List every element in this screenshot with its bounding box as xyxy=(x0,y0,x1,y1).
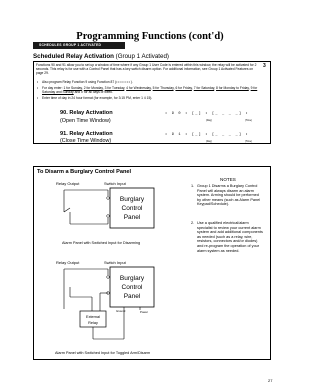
day-option: 9 for Saturday and Sunday xyxy=(42,86,258,95)
panel-label: Burglary xyxy=(119,275,145,282)
relay-90-time-label: (Time) xyxy=(245,119,252,122)
bullet-text: Also program Relay Function 9 using Function 87 (• • • • • • • ). xyxy=(42,80,133,84)
section-heading-group: (Group 1 Activated) xyxy=(115,53,169,60)
day-option: 1 for Sunday xyxy=(63,86,82,90)
switch-input-label: Switch Input xyxy=(104,181,126,186)
diagram2-caption: Alarm Panel with Switched Input for Toggled Arm/Disarm xyxy=(55,351,151,355)
external-relay-label: Relay xyxy=(88,321,98,325)
info-intro: Functions 90 and 91 allow you to set up a window of time where if any Group 1 User Code is entered within this window, the relay will be activated for 2 seconds. This relay is for use with a Control Panel that has a key switch disarm option. For additional information, see Group 1 Activated Features on page 29. xyxy=(36,63,257,76)
info-page-ref: 3 xyxy=(263,63,266,69)
external-relay-label: External xyxy=(86,315,100,319)
relay-91-day-label: (Day) xyxy=(206,140,212,143)
switch-input-label: Switch Input xyxy=(104,260,126,265)
page-title: Programming Functions (cont'd) xyxy=(76,31,224,42)
day-prefix: For day enter: xyxy=(42,86,63,90)
relay-90-day-label: (Day) xyxy=(206,119,212,122)
relay-91-subtitle: (Close Time Window) xyxy=(60,138,112,144)
day-option: 2 for Monday xyxy=(83,86,103,90)
bullet-text: For day enter: 1 for Sunday, 2 for Monday, 3 for Tuesday, 4 for Wednesday, 5 for Thursday, 6 for Friday, 7 for Saturday, 8 for Monday to Friday, 9 for Saturday and Sunday and 0 for all days of week. xyxy=(42,86,258,95)
diagram-toggled-arm-disarm xyxy=(40,257,185,349)
day-option: 8 for Monday to Friday xyxy=(216,86,249,90)
relay-90-subtitle: (Open Time Window) xyxy=(60,118,111,124)
day-option: 4 for Wednesday xyxy=(126,86,151,90)
disarm-title: To Disarm a Burglary Control Panel xyxy=(37,169,132,175)
note-text: Group 1 Disarms a Burglary Control Panel will always disarm an alarm system. Arming should be performed by other means (such as Alarm Panel Keypad/Schedule). xyxy=(197,184,261,207)
section-heading xyxy=(33,53,169,60)
day-option: 3 for Tuesday xyxy=(104,86,125,90)
day-option: 6 for Friday xyxy=(175,86,192,90)
bullet-text: Enter time of day in 24 hour format (for example, for 3:15 PM, enter 1 4 15). xyxy=(42,96,153,100)
bullet-dot: • xyxy=(37,96,39,100)
panel-label: Control xyxy=(121,284,143,291)
relay-contact xyxy=(64,208,70,212)
note-number: 2. xyxy=(191,221,195,225)
power-label: Power xyxy=(140,310,148,314)
section-heading-title: Scheduled Relay Activation xyxy=(33,53,114,60)
relay-91-code: • 9 1 • [_] • [_ _ _ _] • xyxy=(165,133,249,137)
bullet-dot: • xyxy=(37,86,39,90)
ground-label: Ground xyxy=(116,309,126,313)
relay-91-time-label: (Time) xyxy=(245,140,252,143)
relay-output-label: Relay Output xyxy=(56,181,80,186)
terminal-icon xyxy=(107,197,110,200)
relay-90-code: • 9 0 • [_] • [_ _ _ _] • xyxy=(165,112,249,116)
section-banner: SCHEDULES GROUP 1 ACTIVATED xyxy=(33,42,125,49)
relay-output-label: Relay Output xyxy=(56,260,80,265)
day-option: 5 for Thursday xyxy=(152,86,174,90)
panel-label: Control xyxy=(121,205,143,212)
page-number: 27 xyxy=(268,378,273,383)
note-number: 1. xyxy=(191,184,195,188)
panel-label: Burglary xyxy=(119,196,145,203)
day-option: and 0 for all days of week. xyxy=(74,90,113,95)
note-text: Use a qualified electrical/alarm specialist to review your current alarm system and add additional components as needed (such as a relay, wire, resistors, connectors and/or diodes) and re-program the operation of your alarm system as needed. xyxy=(197,221,263,253)
day-option: 7 for Saturday xyxy=(193,86,215,90)
notes-title: NOTES xyxy=(220,177,236,182)
diagram-switched-input xyxy=(40,178,185,240)
panel-label: Panel xyxy=(123,214,141,221)
relay-91-title: 91. Relay Activation xyxy=(60,131,113,137)
panel-label: Panel xyxy=(123,293,141,300)
bullet-dot: • xyxy=(37,80,39,84)
terminal-icon xyxy=(107,276,110,279)
diagram1-caption: Alarm Panel with Switched Input for Disarming xyxy=(62,241,141,245)
terminal-icon xyxy=(107,215,110,218)
relay-90-title: 90. Relay Activation xyxy=(60,110,113,116)
